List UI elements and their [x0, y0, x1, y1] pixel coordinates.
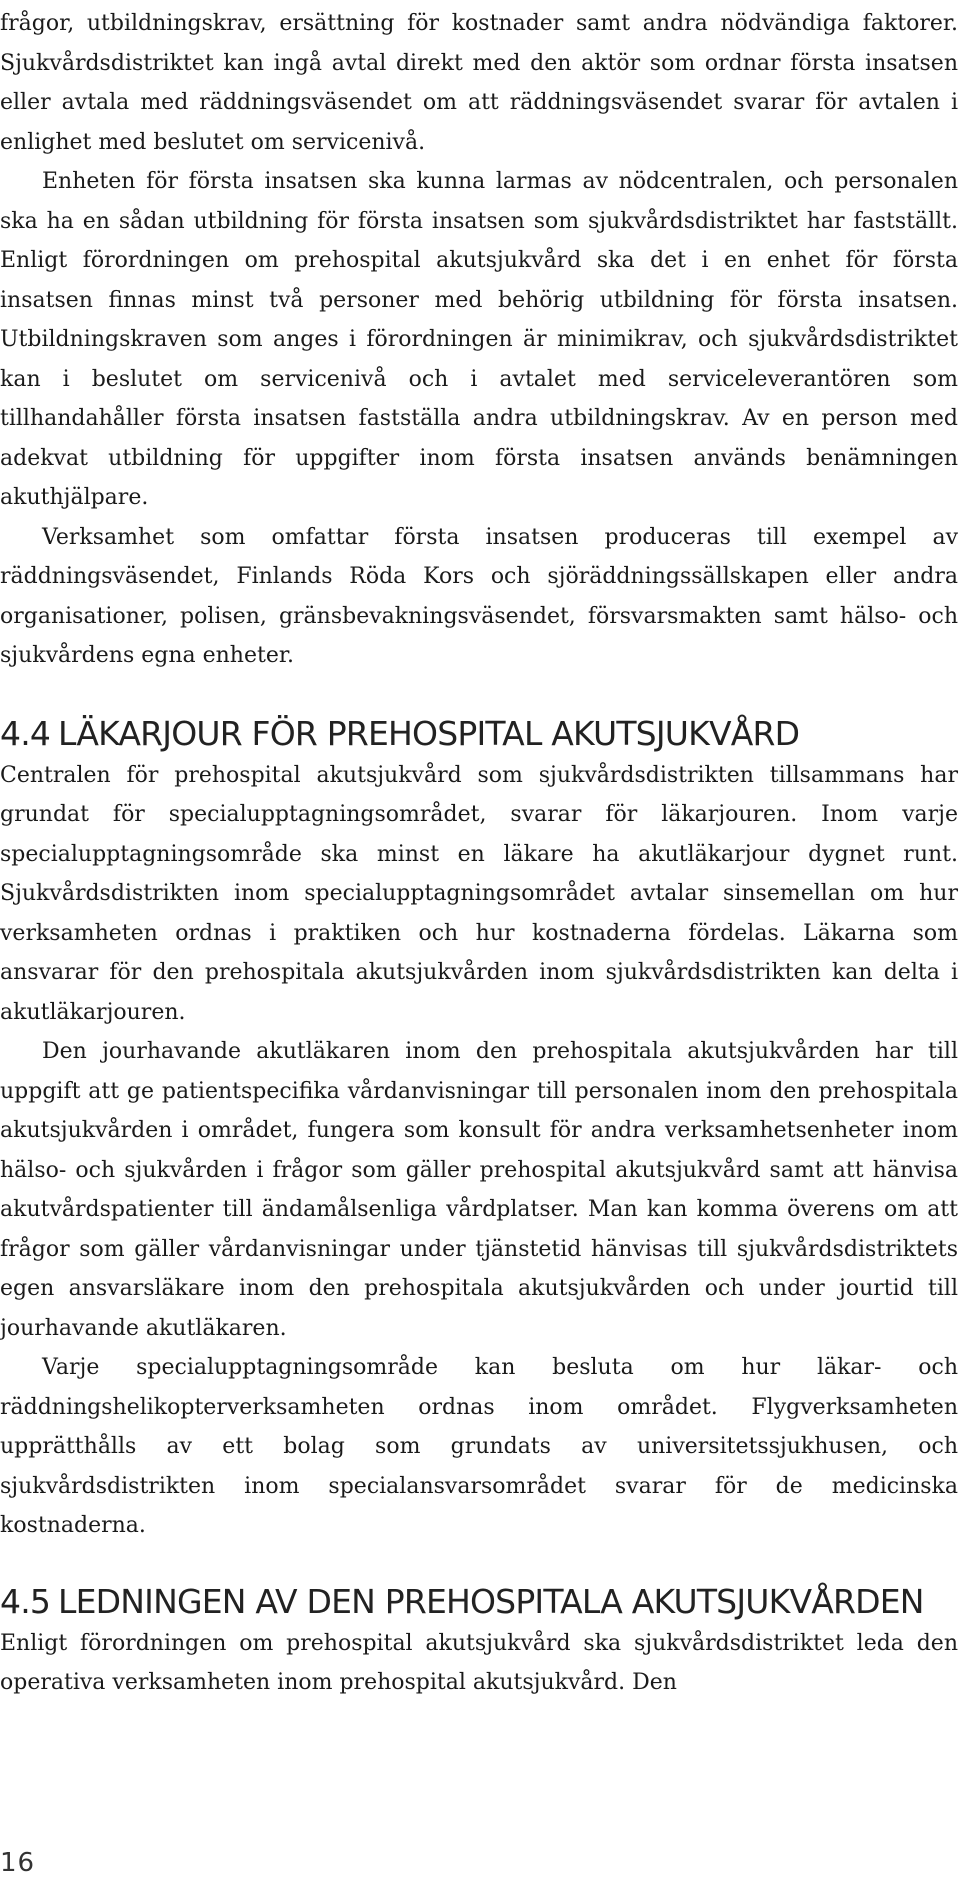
section-title: LÄKARJOUR FÖR PREHOSPITAL AKUTSJUKVÅRD	[58, 713, 800, 753]
body-paragraph: Enligt förordningen om prehospital akutsjukvård ska sjukvårdsdistriktet leda den operativa verksamheten inom prehospital akutsjukvård. Den	[0, 1630, 958, 1695]
body-paragraph: frågor, utbildningskrav, ersättning för kostnader samt andra nödvändiga faktorer. Sjukvårdsdistriktet kan ingå avtal direkt med den aktör som ordnar första insatsen eller avtala med räddningsväsendet om att räddningsväsendet svarar för avtalen i enlighet med beslutet om servicenivå.	[0, 11, 958, 155]
body-paragraph: Den jourhavande akutläkaren inom den prehospitala akutsjukvården har till uppgift att ge patientspecifika vårdanvisningar till personalen inom den prehospitala akutsjukvården i området, fungera som konsult för andra verksamhetsenheter inom hälso- och sjukvården i frågor som gäller prehospital akutsjukvård samt att hänvisa akutvårdspatienter till ändamålsenliga vårdplatser. Man kan komma överens om att frågor som gäller vårdanvisningar under tjänstetid hänvisas till sjukvårdsdistriktets egen ansvarsläkare inom den prehospitala akutsjukvården och under jourtid till jourhavande akutläkaren.	[0, 1039, 958, 1341]
section-heading-4-5	[0, 1580, 958, 1624]
body-paragraph: Enheten för första insatsen ska kunna larmas av nödcentralen, och personalen ska ha en sådan utbildning för första insatsen som sjukvårdsdistriktet har fastställt. Enligt förordningen om prehospital akutsjukvård ska det i en enhet för första insatsen finnas minst två personer med behörig utbildning för första insatsen. Utbildningskraven som anges i förordningen är minimikrav, och sjukvårdsdistriktet kan i beslutet om servicenivå och i avtalet med serviceleverantören som tillhandahåller första insatsen fastställa andra utbildningskrav. Av en person med adekvat utbildning för uppgifter inom första insatsen används benämningen akuthjälpare.	[0, 169, 958, 510]
page-number: 16	[0, 1848, 36, 1878]
body-paragraph: Verksamhet som omfattar första insatsen produceras till exempel av räddningsväsendet, Finlands Röda Kors och sjöräddningssällskapen eller andra organisationer, polisen, gränsbevakningsväsendet, försvarsmakten samt hälso- och sjukvårdens egna enheter.	[0, 524, 958, 668]
spacer	[0, 676, 958, 712]
body-paragraph: Centralen för prehospital akutsjukvård som sjukvårdsdistrikten tillsammans har grundat för specialupptagningsområdet, svarar för läkarjouren. Inom varje specialupptagningsområde ska minst en läkare ha akutläkarjour dygnet runt. Sjukvårdsdistrikten inom specialupptagningsområdet avtalar sinsemellan om hur verksamheten ordnas i praktiken och hur kostnaderna fördelas. Läkarna som ansvarar för den prehospitala akutsjukvården inom sjukvårdsdistrikten kan delta i akutläkarjouren.	[0, 762, 958, 1025]
spacer	[0, 1546, 958, 1580]
body-paragraph: Varje specialupptagningsområde kan besluta om hur läkar- och räddningshelikopterverksamheten ordnas inom området. Flygverksamheten upprätthålls av ett bolag som grundats av universitetssjukhusen, och sjukvårdsdistrikten inom specialansvarsområdet svarar för de medicinska kostnaderna.	[0, 1355, 958, 1538]
section-title: LEDNINGEN AV DEN PREHOSPITALA AKUTSJUKVÅRDEN	[58, 1581, 924, 1621]
text-column	[0, 4, 958, 1703]
section-number: 4.5	[0, 1581, 51, 1621]
section-number: 4.4	[0, 713, 51, 753]
section-heading-4-4	[0, 712, 958, 756]
